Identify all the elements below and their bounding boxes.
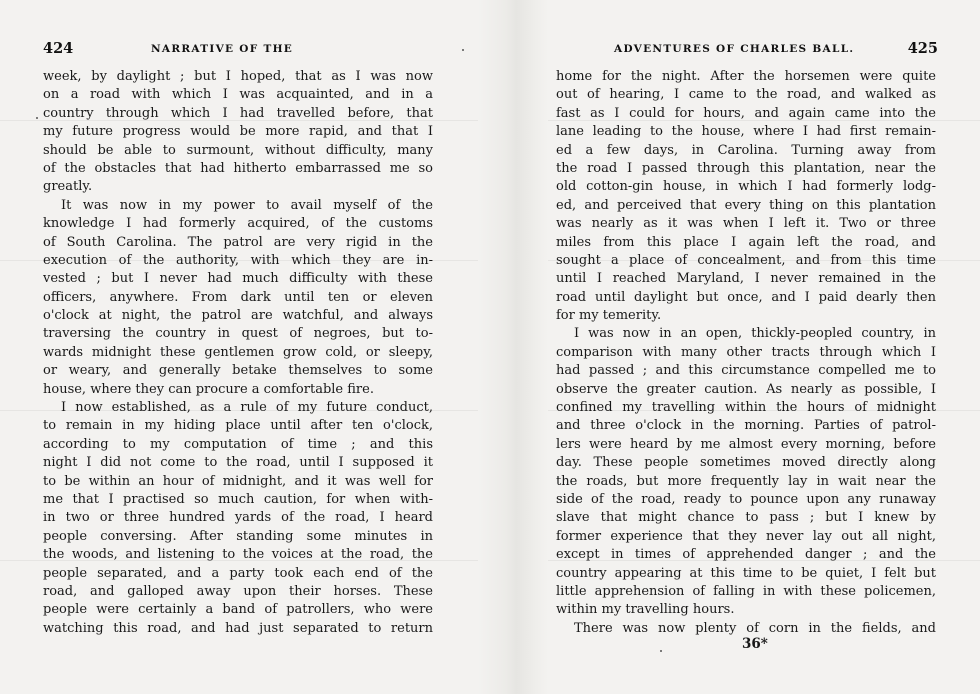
signature-mark: 36* bbox=[742, 636, 768, 652]
text-line: lane leading to the house, where I had first remain- bbox=[556, 124, 936, 140]
text-line: night I did not come to the road, until I supposed it bbox=[43, 455, 433, 471]
text-line: old cotton-gin house, in which I had formerly lodg- bbox=[556, 179, 936, 195]
text-line: greatly. bbox=[43, 179, 93, 195]
text-line: vested ; but I never had much difficulty with these bbox=[43, 271, 433, 287]
text-line: observe the greater caution. As nearly as possible, I bbox=[556, 381, 936, 397]
text-line: on a road with which I was acquainted, and in a bbox=[43, 87, 433, 103]
text-line: people conversing. After standing some minutes in bbox=[43, 528, 433, 544]
text-line: was nearly as it was when I left it. Two or three bbox=[556, 216, 936, 232]
text-line: home for the night. After the horsemen were quite bbox=[556, 69, 936, 84]
text-line: I now established, as a rule of my future conduct, bbox=[61, 400, 433, 416]
right-running-head: ADVENTURES OF CHARLES BALL. bbox=[614, 43, 855, 55]
text-line: traversing the country in quest of negroes, but to- bbox=[43, 326, 433, 342]
text-line: I was now in an open, thickly-peopled country, in bbox=[574, 326, 936, 342]
print-speck bbox=[36, 117, 38, 119]
text-line: sought a place of concealment, and from this time bbox=[556, 252, 936, 268]
text-line: road until daylight but once, and I paid dearly then bbox=[556, 289, 936, 305]
text-line: for my temerity. bbox=[556, 308, 662, 324]
right-page-number: 425 bbox=[907, 40, 938, 57]
book-gutter bbox=[478, 0, 548, 694]
text-line: out of hearing, I came to the road, and walked as bbox=[556, 87, 936, 103]
text-line: little apprehension of falling in with these policemen, bbox=[556, 583, 936, 599]
text-line: until I reached Maryland, I never remained in the bbox=[556, 271, 936, 287]
text-line: should be able to surmount, without difficulty, many bbox=[43, 142, 433, 158]
text-line: my future progress would be more rapid, and that I bbox=[43, 124, 433, 140]
text-line: country through which I had travelled before, that bbox=[43, 105, 433, 121]
text-line: lers were heard by me almost every morning, before bbox=[556, 436, 936, 452]
text-line: knowledge I had formerly acquired, of the customs bbox=[43, 216, 433, 232]
text-line: It was now in my power to avail myself of the bbox=[61, 197, 433, 213]
text-line: of the obstacles that had hitherto embarrassed me so bbox=[43, 160, 433, 176]
text-line: watching this road, and had just separated to return bbox=[43, 620, 433, 636]
text-line: week, by daylight ; but I hoped, that as I was now bbox=[43, 69, 433, 84]
text-line: the woods, and listening to the voices at the road, the bbox=[43, 547, 433, 563]
text-line: the road I passed through this plantation, near the bbox=[556, 160, 936, 176]
text-line: o'clock at night, the patrol are watchful, and always bbox=[43, 308, 433, 324]
text-line: road, and galloped away upon their horses. These bbox=[43, 583, 433, 599]
text-line: confined my travelling within the hours of midnight bbox=[556, 400, 936, 416]
text-line: to remain in my hiding place until after ten o'clock, bbox=[43, 418, 433, 434]
left-page-header bbox=[43, 40, 433, 60]
print-speck bbox=[660, 650, 662, 652]
right-page-body bbox=[556, 68, 936, 638]
text-line: day. These people sometimes moved directly along bbox=[556, 455, 936, 471]
text-line: according to my computation of time ; and this bbox=[43, 436, 433, 452]
text-line: me that I practised so much caution, for when with- bbox=[43, 491, 433, 507]
text-line: and three o'clock in the morning. Parties of patrol- bbox=[556, 418, 936, 434]
text-line: There was now plenty of corn in the fields, and bbox=[574, 620, 936, 636]
left-running-head: NARRATIVE OF THE bbox=[151, 43, 294, 55]
text-line: had passed ; and this circumstance compelled me to bbox=[556, 363, 936, 379]
right-page-header bbox=[556, 40, 938, 60]
text-line: slave that might chance to pass ; but I knew by bbox=[556, 510, 936, 526]
left-page-number: 424 bbox=[43, 40, 74, 57]
text-line: ed, and perceived that every thing on this plantation bbox=[556, 197, 936, 213]
left-page-body bbox=[43, 68, 433, 638]
text-line: officers, anywhere. From dark until ten or eleven bbox=[43, 289, 433, 305]
text-line: execution of the authority, with which they are in- bbox=[43, 252, 433, 268]
text-line: ed a few days, in Carolina. Turning away from bbox=[556, 142, 936, 158]
text-line: wards midnight these gentlemen grow cold, or sleepy, bbox=[43, 344, 433, 360]
text-line: or weary, and generally betake themselves to some bbox=[43, 363, 433, 379]
text-line: side of the road, ready to pounce upon any runaway bbox=[556, 491, 936, 507]
text-line: comparison with many other tracts through which I bbox=[556, 344, 936, 360]
text-line: of South Carolina. The patrol are very rigid in the bbox=[43, 234, 433, 250]
text-line: people were certainly a band of patrollers, who were bbox=[43, 602, 433, 618]
text-line: former experience that they never lay out all night, bbox=[556, 528, 936, 544]
text-line: within my travelling hours. bbox=[556, 602, 735, 618]
text-line: miles from this place I again left the road, and bbox=[556, 234, 936, 250]
text-line: to be within an hour of midnight, and it was well for bbox=[43, 473, 433, 489]
text-line: people separated, and a party took each end of the bbox=[43, 565, 433, 581]
text-line: fast as I could for hours, and again came into the bbox=[556, 105, 936, 121]
text-line: in two or three hundred yards of the road, I heard bbox=[43, 510, 433, 526]
text-line: except in times of apprehended danger ; and the bbox=[556, 547, 936, 563]
print-speck bbox=[462, 49, 464, 51]
text-line: house, where they can procure a comfortable fire. bbox=[43, 381, 374, 397]
text-line: the roads, but more frequently lay in wait near the bbox=[556, 473, 936, 489]
text-line: country appearing at this time to be quiet, I felt but bbox=[556, 565, 936, 581]
